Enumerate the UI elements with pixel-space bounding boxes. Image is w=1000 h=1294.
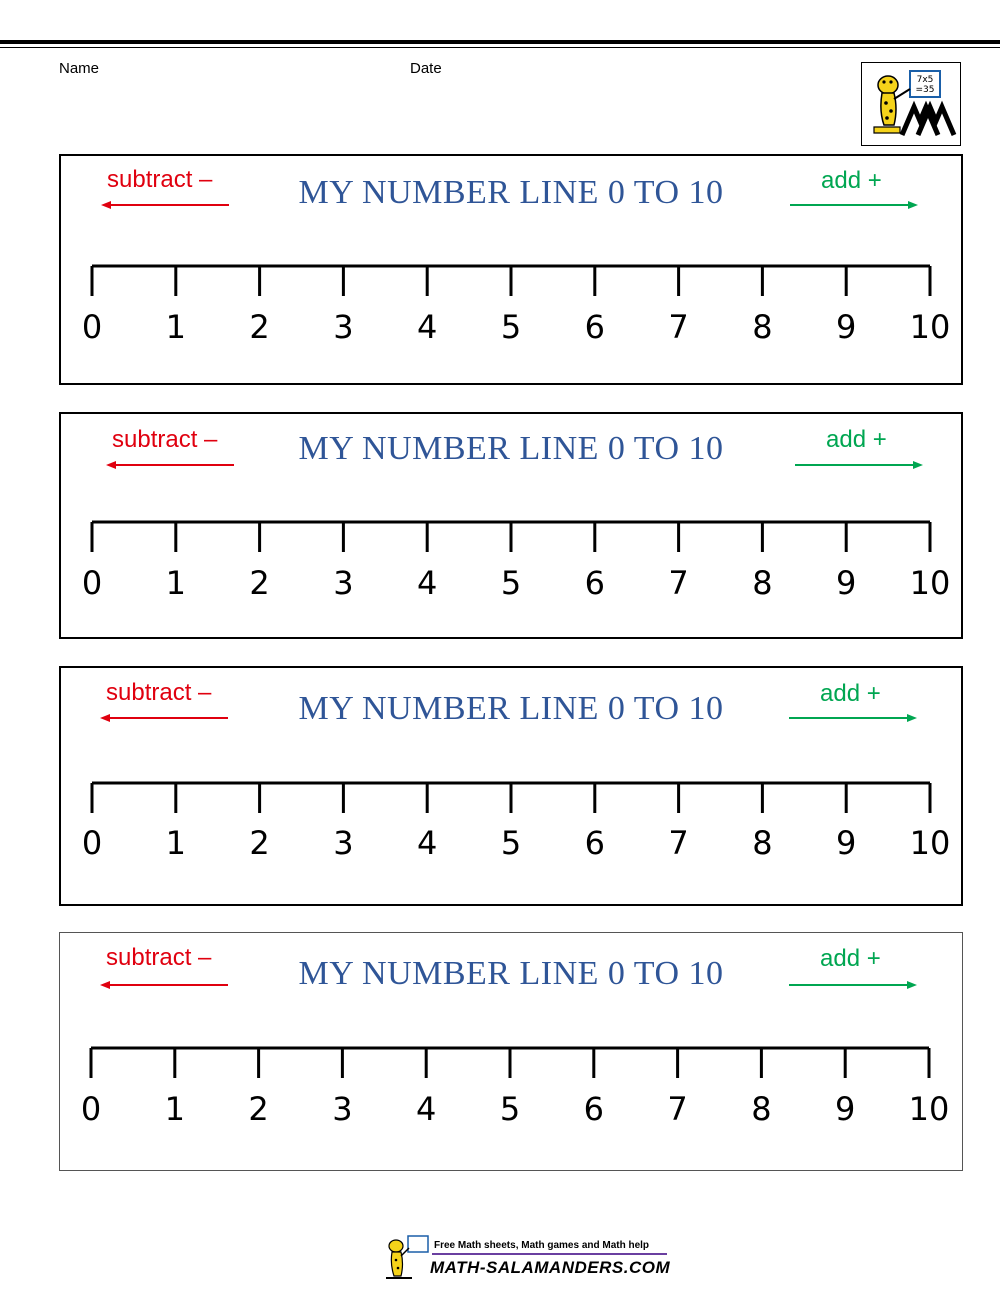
number-line-card-1 bbox=[59, 154, 963, 385]
subtract-label: subtract – bbox=[106, 679, 212, 706]
tick-label: 9 bbox=[836, 564, 857, 602]
tick-label: 6 bbox=[584, 308, 605, 346]
tick-label: 8 bbox=[752, 308, 773, 346]
tick-label: 2 bbox=[249, 308, 270, 346]
tick-label: 4 bbox=[416, 1090, 437, 1128]
tick-label: 6 bbox=[584, 824, 605, 862]
subtract-label: subtract – bbox=[107, 166, 213, 193]
tick-label: 5 bbox=[500, 308, 522, 346]
logo bbox=[861, 62, 961, 146]
footer-site-link[interactable]: MATH-SALAMANDERS.COM bbox=[430, 1258, 671, 1277]
tick-label: 1 bbox=[165, 564, 186, 602]
tick-label: 10 bbox=[909, 564, 951, 602]
tick-label: 6 bbox=[584, 564, 605, 602]
tick-label: 1 bbox=[165, 824, 186, 862]
tick-label: 7 bbox=[668, 564, 689, 602]
card-title: MY NUMBER LINE 0 TO 10 bbox=[298, 174, 724, 211]
number-line-card-2 bbox=[59, 412, 963, 639]
footer-tagline: Free Math sheets, Math games and Math help bbox=[434, 1240, 650, 1251]
salamander-teacher-icon bbox=[862, 63, 960, 145]
tick-label: 9 bbox=[835, 1090, 856, 1128]
top-rule-thick bbox=[0, 40, 1000, 44]
tick-label: 9 bbox=[836, 824, 857, 862]
tick-label: 1 bbox=[164, 1090, 185, 1128]
date-label: Date bbox=[410, 60, 442, 77]
number-line-card-3 bbox=[59, 666, 963, 906]
tick-label: 4 bbox=[417, 824, 438, 862]
subtract-label: subtract – bbox=[106, 944, 212, 971]
subtract-label: subtract – bbox=[112, 426, 218, 453]
tick-label: 10 bbox=[908, 1090, 950, 1128]
tick-label: 3 bbox=[332, 1090, 353, 1128]
tick-label: 2 bbox=[249, 824, 270, 862]
tick-label: 0 bbox=[81, 824, 103, 862]
tick-label: 1 bbox=[165, 308, 186, 346]
add-label: add + bbox=[821, 167, 882, 194]
add-label: add + bbox=[826, 426, 887, 453]
card-title: MY NUMBER LINE 0 TO 10 bbox=[298, 955, 724, 992]
number-line-card-4 bbox=[59, 932, 963, 1171]
logo-board-line1: 7x5 bbox=[916, 75, 934, 85]
tick-label: 0 bbox=[80, 1090, 102, 1128]
tick-label: 4 bbox=[417, 564, 438, 602]
tick-label: 8 bbox=[752, 564, 773, 602]
footer-salamander-icon bbox=[382, 1232, 432, 1284]
add-label: add + bbox=[820, 680, 881, 707]
tick-label: 7 bbox=[668, 824, 689, 862]
tick-label: 5 bbox=[500, 824, 522, 862]
tick-label: 3 bbox=[333, 824, 354, 862]
tick-label: 9 bbox=[836, 308, 857, 346]
footer-underline bbox=[432, 1252, 672, 1256]
logo-board-line2: =35 bbox=[915, 85, 935, 95]
footer-logo bbox=[382, 1232, 672, 1284]
tick-label: 2 bbox=[249, 564, 270, 602]
top-rule-thin bbox=[0, 47, 1000, 48]
tick-label: 7 bbox=[667, 1090, 688, 1128]
tick-label: 0 bbox=[81, 564, 103, 602]
tick-label: 8 bbox=[752, 824, 773, 862]
tick-label: 5 bbox=[500, 564, 522, 602]
tick-label: 5 bbox=[499, 1090, 521, 1128]
tick-label: 2 bbox=[248, 1090, 269, 1128]
tick-label: 6 bbox=[583, 1090, 604, 1128]
tick-label: 0 bbox=[81, 308, 103, 346]
tick-label: 3 bbox=[333, 564, 354, 602]
add-label: add + bbox=[820, 945, 881, 972]
card-title: MY NUMBER LINE 0 TO 10 bbox=[298, 690, 724, 727]
name-label: Name bbox=[59, 60, 100, 77]
tick-label: 4 bbox=[417, 308, 438, 346]
tick-label: 10 bbox=[909, 308, 951, 346]
tick-label: 3 bbox=[333, 308, 354, 346]
card-title: MY NUMBER LINE 0 TO 10 bbox=[298, 430, 724, 467]
tick-label: 10 bbox=[909, 824, 951, 862]
tick-label: 7 bbox=[668, 308, 689, 346]
tick-label: 8 bbox=[751, 1090, 772, 1128]
